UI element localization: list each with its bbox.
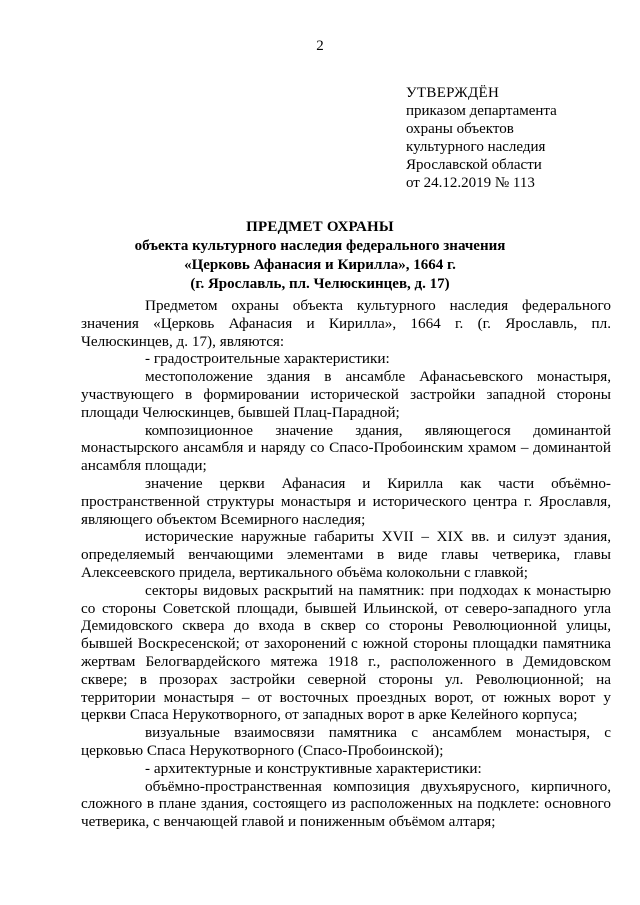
- paragraph: Предметом охраны объекта культурного наследия федерального значения «Церковь Афанасия и Кирилла», 1664 г. (г. Ярославль, пл. Челюскинцев, д. 17), являются:: [81, 297, 611, 350]
- paragraph: композиционное значение здания, являющегося доминантой монастырского ансамбля и наряду со Спасо-Пробоинским храмом – доминантой ансамбля площади;: [81, 421, 611, 475]
- approval-line: Ярославской области: [406, 157, 542, 173]
- heading-title: ПРЕДМЕТ ОХРАНЫ: [246, 219, 394, 235]
- paragraph: секторы видовых раскрытий на памятник: при подходах к монастырю со стороны Советской площади, бывшей Ильинской, от северо-западного угла Демидовского сквера до входа в сквер со стороны Революционной улицы, бывшей Воскресенской; от захоронений с южной стороны площадки памятника жертвам Белогвардейского мятежа 1918 г., расположенного в Демидовском сквере; в прозорах застройки северной стороны ул. Революционной; на территории монастыря – от восточных проездных ворот, от южных ворот у церкви Спаса Нерукотворного, от западных ворот в арке Келейного корпуса;: [81, 581, 611, 724]
- approval-title: УТВЕРЖДЁН: [406, 85, 500, 101]
- paragraph: местоположение здания в ансамбле Афанасьевского монастыря, участвующего в формировании исторической застройки западной стороны площади Челюскинцев, бывшей Плац-Парадной;: [81, 368, 611, 421]
- heading-line: объекта культурного наследия федерального значения: [134, 238, 506, 254]
- paragraph: объёмно-пространственная композиция двухъярусного, кирпичного, сложного в плане здания, состоящего из расположенных на подклете: основного четверика, с венчающей главой и пониженным объёмом алтаря;: [81, 777, 611, 831]
- page-number: 2: [316, 38, 324, 54]
- approval-line: культурного наследия: [406, 139, 546, 155]
- heading-line: (г. Ярославль, пл. Челюскинцев, д. 17): [190, 276, 450, 292]
- paragraph: значение церкви Афанасия и Кирилла как части объёмно-пространственной структуры монастыря и исторического центра г. Ярославля, являющего объектом Всемирного наследия;: [81, 474, 611, 528]
- approval-line: охраны объектов: [406, 121, 514, 137]
- paragraph: - архитектурные и конструктивные характеристики:: [145, 759, 482, 777]
- document-heading: [0, 218, 640, 294]
- approval-stamp: [406, 84, 557, 192]
- paragraph: визуальные взаимосвязи памятника с ансамблем монастыря, с церковью Спаса Нерукотворного (Спасо-Пробоинской);: [81, 724, 611, 759]
- paragraph: исторические наружные габариты XVII – XIX вв. и силуэт здания, определяемый венчающими элементами в виде главы четверика, главы Алексеевского придела, вертикального объёма колокольни с главкой;: [81, 528, 611, 581]
- paragraph: - градостроительные характеристики:: [145, 350, 390, 368]
- approval-line: от 24.12.2019 № 113: [406, 175, 535, 191]
- heading-line: «Церковь Афанасия и Кирилла», 1664 г.: [184, 257, 456, 273]
- approval-line: приказом департамента: [406, 103, 557, 119]
- document-body: [81, 297, 611, 831]
